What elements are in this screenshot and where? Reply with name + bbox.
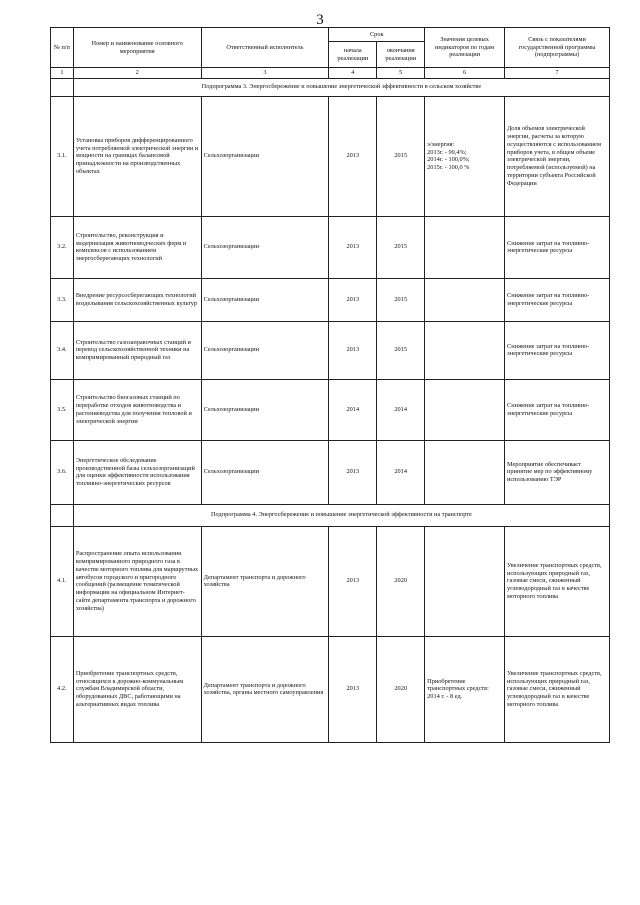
section-title: Подпрограмма 4. Энергосбережение и повышение энергетической эффективности на транспорте — [73, 504, 609, 526]
row-end: 2015 — [377, 321, 425, 379]
section-spacer — [51, 78, 74, 96]
row-num: 3.6. — [51, 440, 74, 504]
row-end: 2015 — [377, 278, 425, 321]
row-end: 2020 — [377, 636, 425, 742]
row-end: 2015 — [377, 216, 425, 278]
row-name: Внедрение ресурсосберегающих технологий возделывания сельскохозяйственных культур — [73, 278, 201, 321]
row-executor: Департамент транспорта и дорожного хозяйства, органы местного самоуправления — [201, 636, 329, 742]
row-link: Увеличение транспортных средств, использующих природный газ, газовые смеси, сжиженный углеводородный газ в качестве моторного топлива — [505, 526, 610, 636]
row-num: 4.1. — [51, 526, 74, 636]
table-row — [51, 321, 610, 379]
row-name: Строительство биогазовых станций по переработке отходов животноводства и растениеводства для получения тепловой и электрической энергии — [73, 379, 201, 440]
measures-table — [50, 27, 610, 743]
column-number: 1 — [51, 68, 74, 79]
row-start: 2013 — [329, 96, 377, 216]
row-name: Энергетическое обследование производственной базы сельхозорганизаций для оценки эффективности использования топливно-энергетических ресурсов — [73, 440, 201, 504]
row-num: 3.3. — [51, 278, 74, 321]
row-indicators — [425, 440, 505, 504]
section-title: Подпрограмма 3. Энергосбережение и повышение энергетической эффективности в сельском хозяйстве — [73, 78, 609, 96]
row-link: Снижение затрат на топливно-энергетические ресурсы — [505, 321, 610, 379]
column-number: 3 — [201, 68, 329, 79]
row-end: 2014 — [377, 379, 425, 440]
row-start: 2013 — [329, 636, 377, 742]
row-name: Установка приборов дифференцированного учета потребляемой электрической энергии и мощности на границах балансовой принадлежности на производственных объектах — [73, 96, 201, 216]
row-start: 2013 — [329, 321, 377, 379]
row-link: Доля объемов электрической энергии, расчеты за которую осуществляются с использованием приборов учета, в общем объеме электрической энергии, потребляемой (используемой) на территории субъекта Российской Федерации — [505, 96, 610, 216]
row-link: Снижение затрат на топливно-энергетические ресурсы — [505, 379, 610, 440]
header-term: Срок — [329, 28, 425, 42]
row-num: 3.4. — [51, 321, 74, 379]
table-row — [51, 216, 610, 278]
column-number: 6 — [425, 68, 505, 79]
column-number: 2 — [73, 68, 201, 79]
table-row — [51, 526, 610, 636]
row-indicators: э/энергия: 2013г. - 99,4%; 2014г. - 100,0%; 2015г. - 100,0 % — [425, 96, 505, 216]
header-end: окончания реализации — [377, 42, 425, 68]
row-indicators — [425, 526, 505, 636]
row-end: 2015 — [377, 96, 425, 216]
table-row — [51, 379, 610, 440]
row-name: Строительство газозаправочных станций и перевод сельскохозяйственной техники на компримированный природный газ — [73, 321, 201, 379]
row-num: 4.2. — [51, 636, 74, 742]
row-start: 2013 — [329, 526, 377, 636]
column-number: 5 — [377, 68, 425, 79]
row-name: Приобретение транспортных средств, относящихся к дорожно-коммунальным службам Владимирской области, оборудованных ДВС, работающими на альтернативных видах топлива — [73, 636, 201, 742]
row-start: 2013 — [329, 440, 377, 504]
row-end: 2014 — [377, 440, 425, 504]
page-number: 3 — [316, 12, 324, 28]
column-number: 4 — [329, 68, 377, 79]
table-row — [51, 278, 610, 321]
row-executor: Сельхозорганизации — [201, 379, 329, 440]
row-indicators — [425, 216, 505, 278]
row-end: 2020 — [377, 526, 425, 636]
row-start: 2014 — [329, 379, 377, 440]
row-link: Мероприятие обеспечивает принятие мер по эффективному использованию ТЭР — [505, 440, 610, 504]
column-number: 7 — [505, 68, 610, 79]
row-executor: Департамент транспорта и дорожного хозяйства — [201, 526, 329, 636]
row-indicators: Приобретение транспортных средств: 2014 г. - 8 ед. — [425, 636, 505, 742]
table-row — [51, 96, 610, 216]
section-spacer — [51, 504, 74, 526]
row-executor: Сельхозорганизации — [201, 216, 329, 278]
header-executor: Ответственный исполнитель — [201, 28, 329, 68]
row-executor: Сельхозорганизации — [201, 96, 329, 216]
row-link: Снижение затрат на топливно-энергетические ресурсы — [505, 278, 610, 321]
row-indicators — [425, 321, 505, 379]
row-start: 2013 — [329, 216, 377, 278]
row-num: 3.5. — [51, 379, 74, 440]
header-indicators: Значения целевых индикаторов по годам реализации — [425, 28, 505, 68]
header-link: Связь с показателями государственной программы (подпрограммы) — [505, 28, 610, 68]
header-num: № п/п — [51, 28, 74, 68]
row-link: Снижение затрат на топливно-энергетические ресурсы — [505, 216, 610, 278]
row-indicators — [425, 278, 505, 321]
row-executor: Сельхозорганизации — [201, 440, 329, 504]
row-name: Распространение опыта использования компримированного природного газа в качестве моторного топлива для маршрутных автобусов городского и пригородного сообщений (размещение тематической информации на официальном Интернет-сайте департамента транспорта и дорожного хозяйства) — [73, 526, 201, 636]
row-name: Строительство, реконструкция и модернизация животноводческих ферм и комплексов с использованием энергосберегающих технологий — [73, 216, 201, 278]
row-executor: Сельхозорганизации — [201, 278, 329, 321]
row-link: Увеличение транспортных средств, использующих природный газ, газовые смеси, сжиженный углеводородный газ в качестве моторного топлива — [505, 636, 610, 742]
table-row — [51, 636, 610, 742]
row-start: 2013 — [329, 278, 377, 321]
row-num: 3.1. — [51, 96, 74, 216]
row-num: 3.2. — [51, 216, 74, 278]
row-executor: Сельхозорганизации — [201, 321, 329, 379]
header-start: начала реализации — [329, 42, 377, 68]
header-name: Номер и наименование основного мероприятия — [73, 28, 201, 68]
row-indicators — [425, 379, 505, 440]
table-row — [51, 440, 610, 504]
